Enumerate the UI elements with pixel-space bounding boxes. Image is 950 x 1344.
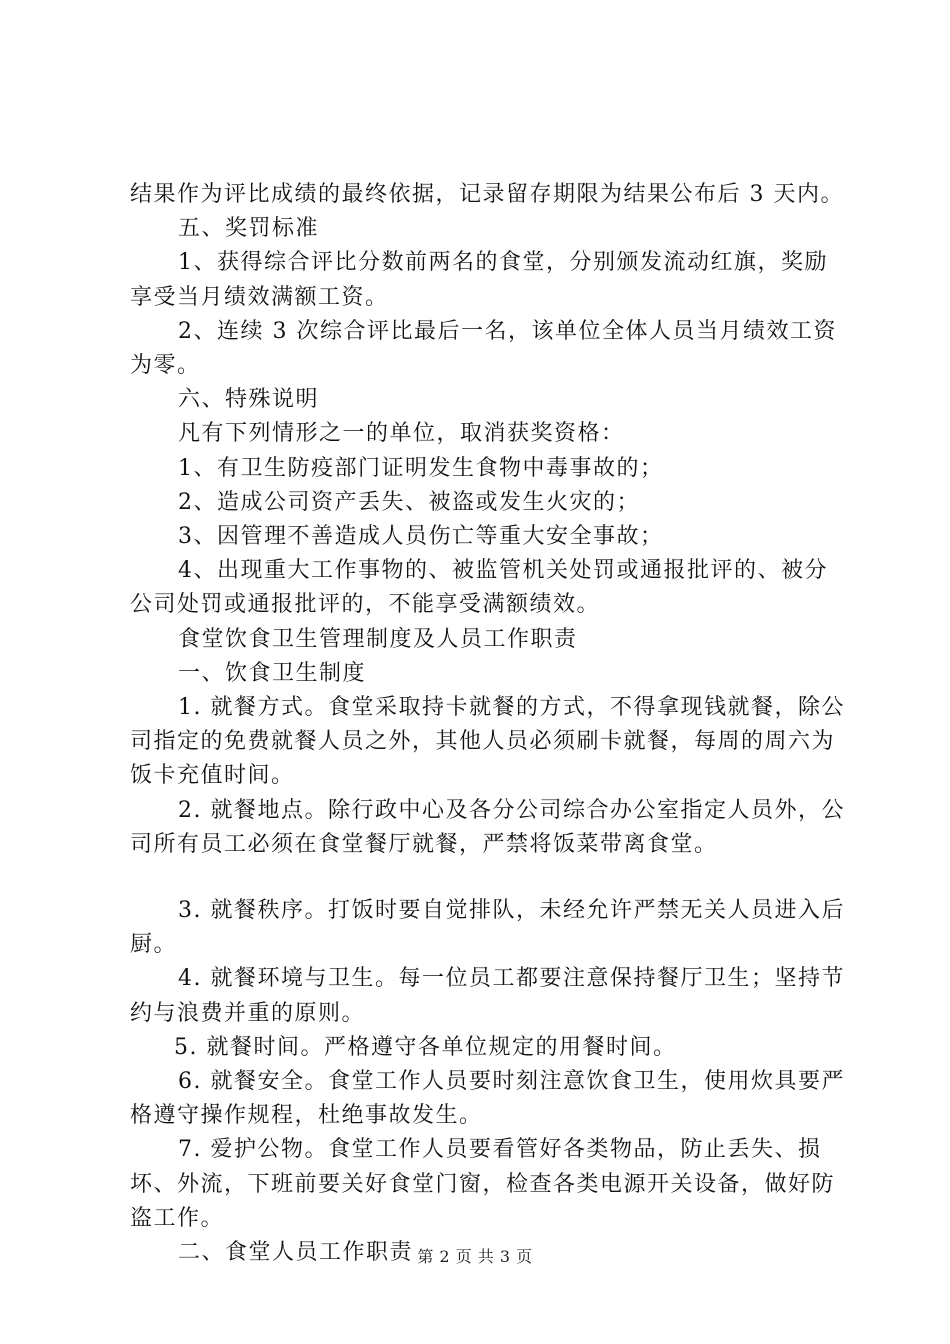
- paragraph-disqualification-intro: 凡有下列情形之一的单位，取消获奖资格：: [178, 421, 625, 447]
- paragraph-disqualification-1: 1、有卫生防疫部门证明发生食物中毒事故的；: [178, 455, 664, 481]
- paragraph-rule-7: 7. 爱护公物。食堂工作人员要看管好各类物品，防止丢失、损坏、外流，下班前要关好食堂门窗，检查各类电源开关设备，做好防盗工作。: [130, 1137, 836, 1231]
- paragraph-rule-4: 4. 就餐环境与卫生。每一位员工都要注意保持餐厅卫生；坚持节约与浪费并重的原则。: [130, 966, 845, 1026]
- section-title-canteen: 食堂饮食卫生管理制度及人员工作职责: [178, 626, 578, 652]
- heading-rewards-penalties: 五、奖罚标准: [178, 216, 320, 242]
- page-number: 第 2 页 共 3 页: [417, 1247, 533, 1266]
- paragraph-disqualification-4: 4、出现重大工作事物的、被监管机关处罚或通报批评的、被分公司处罚或通报批评的，不能享受满额绩效。: [130, 558, 828, 618]
- paragraph-rule-5: 5. 就餐时间。严格遵守各单位规定的用餐时间。: [174, 1034, 677, 1060]
- paragraph-rule-6: 6. 就餐安全。食堂工作人员要时刻注意饮食卫生，使用炊具要严格遵守操作规程，杜绝事故发生。: [130, 1069, 845, 1129]
- paragraph-rule-1: 1. 就餐方式。食堂采取持卡就餐的方式，不得拿现钱就餐，除公司指定的免费就餐人员之外，其他人员必须刷卡就餐，每周的周六为饭卡充值时间。: [130, 695, 845, 789]
- paragraph-gap: [130, 862, 850, 894]
- heading-staff-duties: 二、食堂人员工作职责: [178, 1240, 414, 1266]
- paragraph-disqualification-3: 3、因管理不善造成人员伤亡等重大安全事故；: [178, 524, 664, 550]
- paragraph-rule-2: 2. 就餐地点。除行政中心及各分公司综合办公室指定人员外，公司所有员工必须在食堂餐厅就餐，严禁将饭菜带离食堂。: [130, 797, 845, 857]
- paragraph-result-basis: 结果作为评比成绩的最终依据，记录留存期限为结果公布后 3 天内。: [130, 182, 844, 207]
- heading-hygiene-rules: 一、饮食卫生制度: [178, 660, 367, 686]
- document-body: [130, 178, 850, 1270]
- paragraph-rule-3: 3. 就餐秩序。打饭时要自觉排队，未经允许严禁无关人员进入后厨。: [130, 898, 845, 958]
- heading-special-notes: 六、特殊说明: [178, 387, 320, 413]
- paragraph-disqualification-2: 2、造成公司资产丢失、被盗或发生火灾的；: [178, 489, 640, 515]
- paragraph-reward-1: 1、获得综合评比分数前两名的食堂，分别颁发流动红旗，奖励享受当月绩效满额工资。: [130, 250, 828, 310]
- paragraph-penalty-2: 2、连续 3 次综合评比最后一名，该单位全体人员当月绩效工资为零。: [130, 318, 837, 379]
